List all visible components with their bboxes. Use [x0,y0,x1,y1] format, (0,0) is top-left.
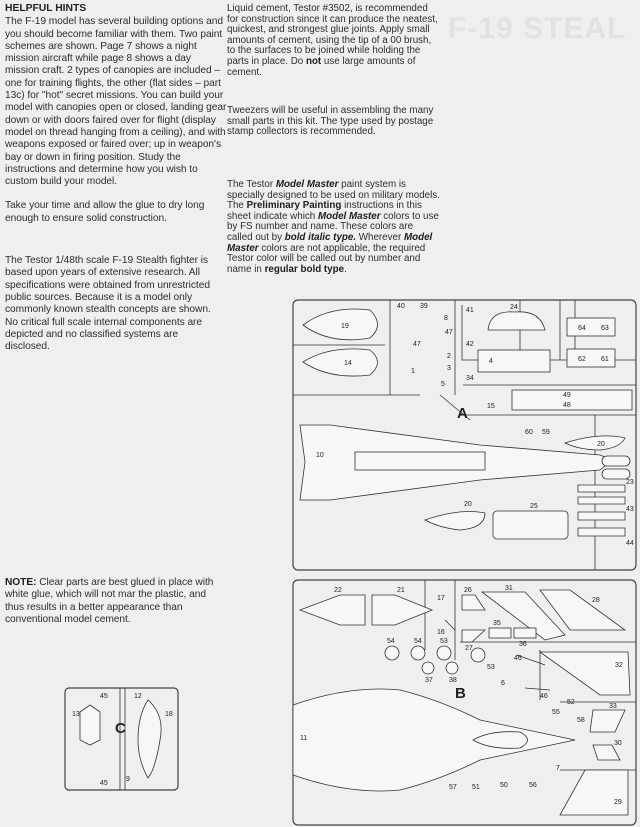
part-label: 27 [465,645,473,652]
cement-not: not [305,55,322,67]
wheel-53 [471,648,485,662]
part-label: 46 [514,655,522,662]
part-label: 64 [578,325,586,332]
note-text: Clear parts are best glued in place with white glue, which will not mar the plastic, and thus results in a better appearance than conventional model cement. [5,577,214,625]
part-label: 7 [556,765,560,772]
part-label: 51 [472,784,480,791]
part-label: 47 [445,329,453,336]
part-label: 32 [615,662,623,669]
part-29 [560,770,628,815]
part-label: 3 [447,365,451,372]
part-label: 34 [466,375,474,382]
part-label: 45 [100,693,108,700]
part-label: 46 [540,693,548,700]
research-paragraph: The Testor 1/48th scale F-19 Stealth fighter is based upon years of extensive research. All specifications were obtained from unrestricted public sources. Because it is a model only commonly known stealth concepts are shown. No critical full scale internal components are depicted and no classified systems are disclosed. [5,255,211,353]
glue-time-paragraph: Take your time and allow the glue to dry long enough to ensure solid construction. [5,200,205,224]
part-label: 6 [501,680,505,687]
part-label: 13 [72,711,80,718]
note-label: NOTE: [5,577,37,588]
sprue-b [293,580,636,825]
part-label: 31 [505,585,513,592]
wheel-53 [437,646,451,660]
part-label: 36 [519,641,527,648]
part-label: 41 [466,307,474,314]
mm-brand: Model Master [227,231,433,254]
mm-text: The Testor [227,179,276,190]
part-label: 4 [489,358,493,365]
mm-text: colors to use by FS number and name. These colors are called out by [227,210,439,243]
mm-text: colors are not applicable, the required Testor color will be called out by number and name in [227,242,426,275]
part-27 [462,630,485,642]
part-label: 35 [493,620,501,627]
canopy-13 [80,705,100,745]
part-label: 24 [510,304,518,311]
mm-brand: Model Master [275,179,339,190]
helpful-hints-heading: HELPFUL HINTS [5,3,87,14]
part-label: 25 [530,503,538,510]
part-label: 56 [529,782,537,789]
part-label: 50 [500,782,508,789]
part-label: 20 [464,501,472,508]
part-label: 22 [334,587,342,594]
cement-text-end: use large amounts of cement. [227,55,416,78]
part-30 [593,745,620,760]
part-label: 1 [411,368,415,375]
tweezers-paragraph: Tweezers will be useful in assembling the many small parts in this kit. The type used by postage stamp collectors is recommended. [227,105,434,138]
wheel-37 [422,662,434,674]
part-label: 58 [577,717,585,724]
part-14 [303,349,378,376]
part-23 [602,456,630,466]
part-label: 29 [614,799,622,806]
mm-text: instructions in this sheet indicate which [227,200,422,222]
part-label: 11 [300,735,308,742]
part-label: 39 [420,303,428,310]
part-11-fuselage [293,689,575,791]
part-label: 2 [447,353,451,360]
part-label: 54 [387,638,395,645]
part-33 [590,710,625,732]
part-20 [565,436,625,450]
part-label: 28 [592,597,600,604]
part-label: 14 [344,360,352,367]
part-32 [540,652,630,695]
mm-text: paint system is specially designed to be used on military models. The [227,179,440,212]
part-label: 60 [525,429,533,436]
part-label: 57 [449,784,457,791]
part-label: 38 [449,677,457,684]
mm-brand: Model Master [317,210,381,222]
part-label: 15 [487,403,495,410]
part-label: 16 [437,629,445,636]
part-label: 17 [437,595,445,602]
parts-49-48 [512,390,632,410]
part-label: 40 [397,303,405,310]
part-label: 45 [100,780,108,787]
part-36 [514,628,536,638]
part-label: 52 [567,699,575,706]
part-label: 48 [563,402,571,409]
part-label: 47 [413,341,421,348]
part-label: 43 [626,506,634,513]
part-label: 23 [626,479,634,486]
part-label: 53 [440,638,448,645]
parts-43-44 [578,485,625,536]
canopy-18 [138,700,161,778]
mm-bold-italic: bold italic type. [284,231,357,243]
bleed-through-title: F-19 STEAL [448,12,627,45]
part-label: 55 [552,709,560,716]
part-20-lower [425,512,485,530]
part-label: 54 [414,638,422,645]
sprue-a [293,300,636,570]
part-21 [372,595,432,625]
part-25 [493,511,568,539]
wheel-54 [411,646,425,660]
part-label: 5 [441,381,445,388]
part-label: 59 [542,429,550,436]
part-label: 20 [597,441,605,448]
hints-paragraph: The F-19 model has several building options and you should become familiar with them. Two paint schemes are shown. Page 7 shows a night mission aircraft while page 8 shows a day mission craft. 2 types of canopies are included – one for training flights, the other (flat sides – part 13c) for "hot" secret missions. You can build your model with canopies open or closed, landing gear down or with doors faired over for flight (display model on thread hanging from a ceiling), and with weapons exposed or faired over; up in weapon's bay or down in firing position. Study the instructions and determine how you wish to custom build your model. [5,16,227,188]
sprue-a-letter: A [457,405,468,422]
sprue-b-letter: B [455,685,466,702]
part-label: 62 [578,356,586,363]
part-label: 63 [601,325,609,332]
part-label: 49 [563,392,571,399]
mm-text: Wherever [356,231,404,243]
part-label: 18 [165,711,173,718]
part-22 [300,595,365,625]
part-label: 37 [425,677,433,684]
wheel-38 [446,662,458,674]
part-label: 30 [614,740,622,747]
weapon-bay [355,452,485,470]
part-23 [602,469,630,479]
part-26 [462,595,485,610]
mm-text: . [344,263,347,275]
part-label: 10 [316,452,324,459]
sprue-c-letter: C [115,720,126,737]
part-label: 53 [487,664,495,671]
part-35 [489,628,511,638]
sprue-c [65,688,178,790]
part-label: 61 [601,356,609,363]
cement-text: Liquid cement, Testor #3502, is recommended for construction since it can produce the neatest, quickest, and strongest glue joints. Apply small amounts of cement, using the tip of a 00 brush, to the surfaces to be joined while holding the parts in place. Do [227,3,438,67]
part-label: 8 [444,315,448,322]
part-24 [488,312,545,330]
part-label: 12 [134,693,142,700]
part-label: 44 [626,540,634,547]
wheel-54 [385,646,399,660]
part-label: 33 [609,703,617,710]
part-label: 9 [126,776,130,783]
part-label: 21 [397,587,405,594]
mm-regular-bold: regular bold type [264,263,345,275]
part-label: 42 [466,341,474,348]
part-label: 26 [464,587,472,594]
mm-prelim: Preliminary Painting [246,200,342,212]
part-label: 19 [341,323,349,330]
